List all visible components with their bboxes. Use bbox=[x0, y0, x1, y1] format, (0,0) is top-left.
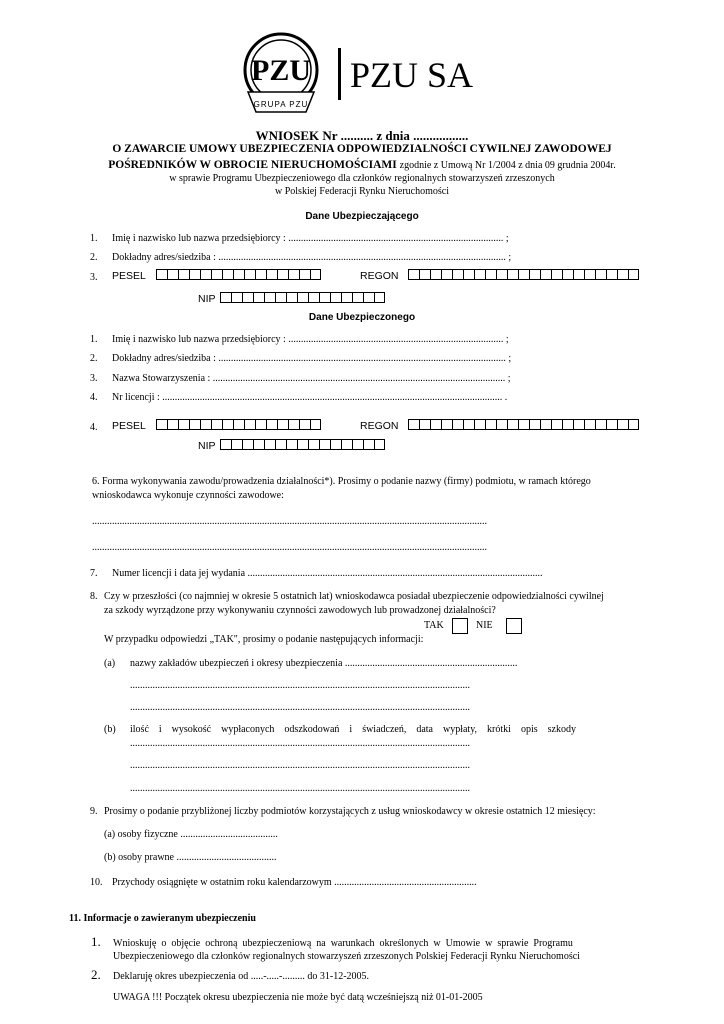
insured-item-2[interactable] bbox=[90, 353, 511, 364]
insured-regon-boxes[interactable] bbox=[408, 419, 639, 430]
q8a-label: (a) bbox=[104, 658, 116, 669]
q8b-answer-line-1[interactable]: ........................................................................................................................................ bbox=[130, 738, 470, 749]
insurer-pesel-label: PESEL bbox=[112, 270, 146, 282]
insurer-item-1[interactable] bbox=[90, 233, 509, 244]
item-number: 4. bbox=[90, 392, 98, 403]
q8-line1: Czy w przeszłości (co najmniej w okresie 5 ostatnich lat) wnioskodawca posiadał ubezpieczenie odpowiedzialności cywilnej bbox=[104, 591, 604, 602]
header-divider bbox=[338, 48, 341, 100]
item-number: 2. bbox=[90, 252, 98, 263]
insured-nip-boxes[interactable] bbox=[220, 439, 385, 450]
q9 bbox=[90, 806, 596, 817]
item-number: 1. bbox=[90, 233, 98, 244]
q6-line2: wnioskodawca wykonuje czynności zawodowe: bbox=[92, 490, 284, 501]
section11-item1-line1: Wnioskuję o objęcie ochroną ubezpieczeniową na warunkach określonych w Umowie w sprawie Programu bbox=[113, 938, 573, 949]
q9a-natural-persons[interactable]: (a) osoby fizyczne ....................................... bbox=[104, 829, 278, 840]
q9-text: Prosimy o podanie przybliżonej liczby podmiotów korzystających z usług wnioskodawcy w okresie ostatnich 12 miesięcy: bbox=[104, 806, 596, 817]
q8-no-label: NIE bbox=[476, 620, 493, 631]
insured-pesel-boxes[interactable] bbox=[156, 419, 321, 430]
insurer-nip-boxes[interactable] bbox=[220, 292, 385, 303]
q8b-answer-line-2[interactable]: ........................................................................................................................................ bbox=[130, 760, 470, 771]
q9-number: 9. bbox=[90, 806, 98, 817]
insurer-regon-boxes[interactable] bbox=[408, 269, 639, 280]
logo-letters: PZU bbox=[251, 54, 311, 87]
item-text: Imię i nazwisko lub nazwa przedsiębiorcy : ...................................................................................... ; bbox=[112, 233, 509, 244]
section11-item1-line2: Ubezpieczeniowego dla członków regionalnych stowarzyszeń zrzeszonych Polskiej Federacji Rynku Nieruchomości bbox=[113, 951, 580, 962]
q10[interactable] bbox=[90, 877, 477, 888]
subtitle-bold: POŚREDNIKÓW W OBROCIE NIERUCHOMOŚCIAMI bbox=[108, 159, 397, 171]
insured-heading: Dane Ubezpieczonego bbox=[308, 312, 416, 323]
pzu-logo bbox=[236, 30, 326, 120]
section11-heading: 11. Informacje o zawieranym ubezpieczeniu bbox=[69, 913, 256, 924]
item-text: Dokładny adres/siedziba : ................................................................................................................... ; bbox=[112, 252, 512, 263]
q7[interactable] bbox=[90, 568, 543, 579]
q8-line3: W przypadku odpowiedzi „TAK", prosimy o podanie następujących informacji: bbox=[104, 634, 424, 645]
q10-text: Przychody osiągnięte w ostatnim roku kalendarzowym ......................................................... bbox=[112, 877, 477, 888]
subtitle-line5: w Polskiej Federacji Rynku Nieruchomości bbox=[274, 186, 449, 197]
q8-number: 8. bbox=[90, 591, 98, 602]
form-subtitle-line3 bbox=[0, 159, 724, 171]
section11-warning: UWAGA !!! Początek okresu ubezpieczenia nie może być datą wcześniejszą niż 01-01-2005 bbox=[113, 992, 483, 1003]
q8-yes-checkbox[interactable] bbox=[452, 618, 468, 634]
insurer-regon-label: REGON bbox=[360, 270, 399, 282]
pzu-logo-icon bbox=[236, 30, 326, 120]
q8-yes-label: TAK bbox=[424, 620, 444, 631]
item-text: Nr licencji : ........................................................................................................................................ . bbox=[112, 392, 508, 403]
insured-regon-label: REGON bbox=[360, 420, 399, 432]
q7-text: Numer licencji i data jej wydania ...................................................................................................................... bbox=[112, 568, 543, 579]
q8a-text[interactable]: nazwy zakładów ubezpieczeń i okresy ubezpieczenia ..................................................................... bbox=[130, 658, 518, 669]
insured-pesel-label: PESEL bbox=[112, 420, 146, 432]
insured-item-pesel-number: 4. bbox=[90, 422, 98, 433]
insured-item-3[interactable] bbox=[90, 373, 511, 384]
item-text: Nazwa Stowarzyszenia : ..................................................................................................................... ; bbox=[112, 373, 511, 384]
item-number: 2. bbox=[90, 353, 98, 364]
q10-number: 10. bbox=[90, 877, 103, 888]
item-number: 3. bbox=[90, 373, 98, 384]
insured-nip-label: NIP bbox=[198, 440, 216, 452]
form-title: WNIOSEK Nr .......... z dnia ................. bbox=[255, 128, 469, 143]
insurer-item-3-number: 3. bbox=[90, 272, 98, 283]
item-text: Imię i nazwisko lub nazwa przedsiębiorcy : ...................................................................................... ; bbox=[112, 334, 509, 345]
q9b-legal-persons[interactable]: (b) osoby prawne ........................................ bbox=[104, 852, 277, 863]
insured-item-1[interactable] bbox=[90, 334, 509, 345]
insurer-item-2[interactable] bbox=[90, 252, 511, 263]
q8b-answer-line-3[interactable]: ........................................................................................................................................ bbox=[130, 783, 470, 794]
q8a-answer-line-2[interactable]: ........................................................................................................................................ bbox=[130, 702, 470, 713]
q8b-text: ilość i wysokość wypłaconych odszkodowań i świadczeń, data wypłaty, krótki opis szkody bbox=[130, 724, 576, 735]
section11-item1-number: 1. bbox=[91, 934, 101, 949]
q8a-answer-line-1[interactable]: ........................................................................................................................................ bbox=[130, 680, 470, 691]
q7-number: 7. bbox=[90, 568, 98, 579]
q6-line1: 6. Forma wykonywania zawodu/prowadzenia działalności*). Prosimy o podanie nazwy (firmy) podmiotu, w ramach którego bbox=[92, 476, 591, 487]
company-name: PZU SA bbox=[350, 55, 474, 95]
section11-item2-text[interactable]: Deklaruję okres ubezpieczenia od .....-.....-......... do 31-12-2005. bbox=[113, 971, 370, 982]
logo-ring-text: GRUPA PZU bbox=[253, 100, 309, 109]
subtitle-agreement: zgodnie z Umową Nr 1/2004 z dnia 09 grudnia 2004r. bbox=[399, 160, 616, 171]
item-text: Dokładny adres/siedziba : ................................................................................................................... ; bbox=[112, 353, 512, 364]
q6-answer-line-2[interactable]: .............................................................................................................................................................. bbox=[92, 542, 487, 553]
subtitle-line4: w sprawie Programu Ubezpieczeniowego dla członków regionalnych stowarzyszeń zrzeszonych bbox=[169, 173, 555, 184]
insurer-heading: Dane Ubezpieczającego bbox=[305, 211, 419, 222]
item-number: 1. bbox=[90, 334, 98, 345]
q8b-label: (b) bbox=[104, 724, 116, 735]
q8-no-checkbox[interactable] bbox=[506, 618, 522, 634]
insured-item-4[interactable] bbox=[90, 392, 507, 403]
section11-item2-number: 2. bbox=[91, 967, 101, 982]
insurer-pesel-boxes[interactable] bbox=[156, 269, 321, 280]
insurer-nip-label: NIP bbox=[198, 293, 216, 305]
form-subtitle: O ZAWARCIE UMOWY UBEZPIECZENIA ODPOWIEDZIALNOŚCI CYWILNEJ ZAWODOWEJ bbox=[112, 143, 612, 155]
q6-answer-line-1[interactable]: .............................................................................................................................................................. bbox=[92, 516, 487, 527]
q8-line2: za szkody wyrządzone przy wykonywaniu czynności zawodowych lub prowadzonej działalności? bbox=[104, 605, 496, 616]
